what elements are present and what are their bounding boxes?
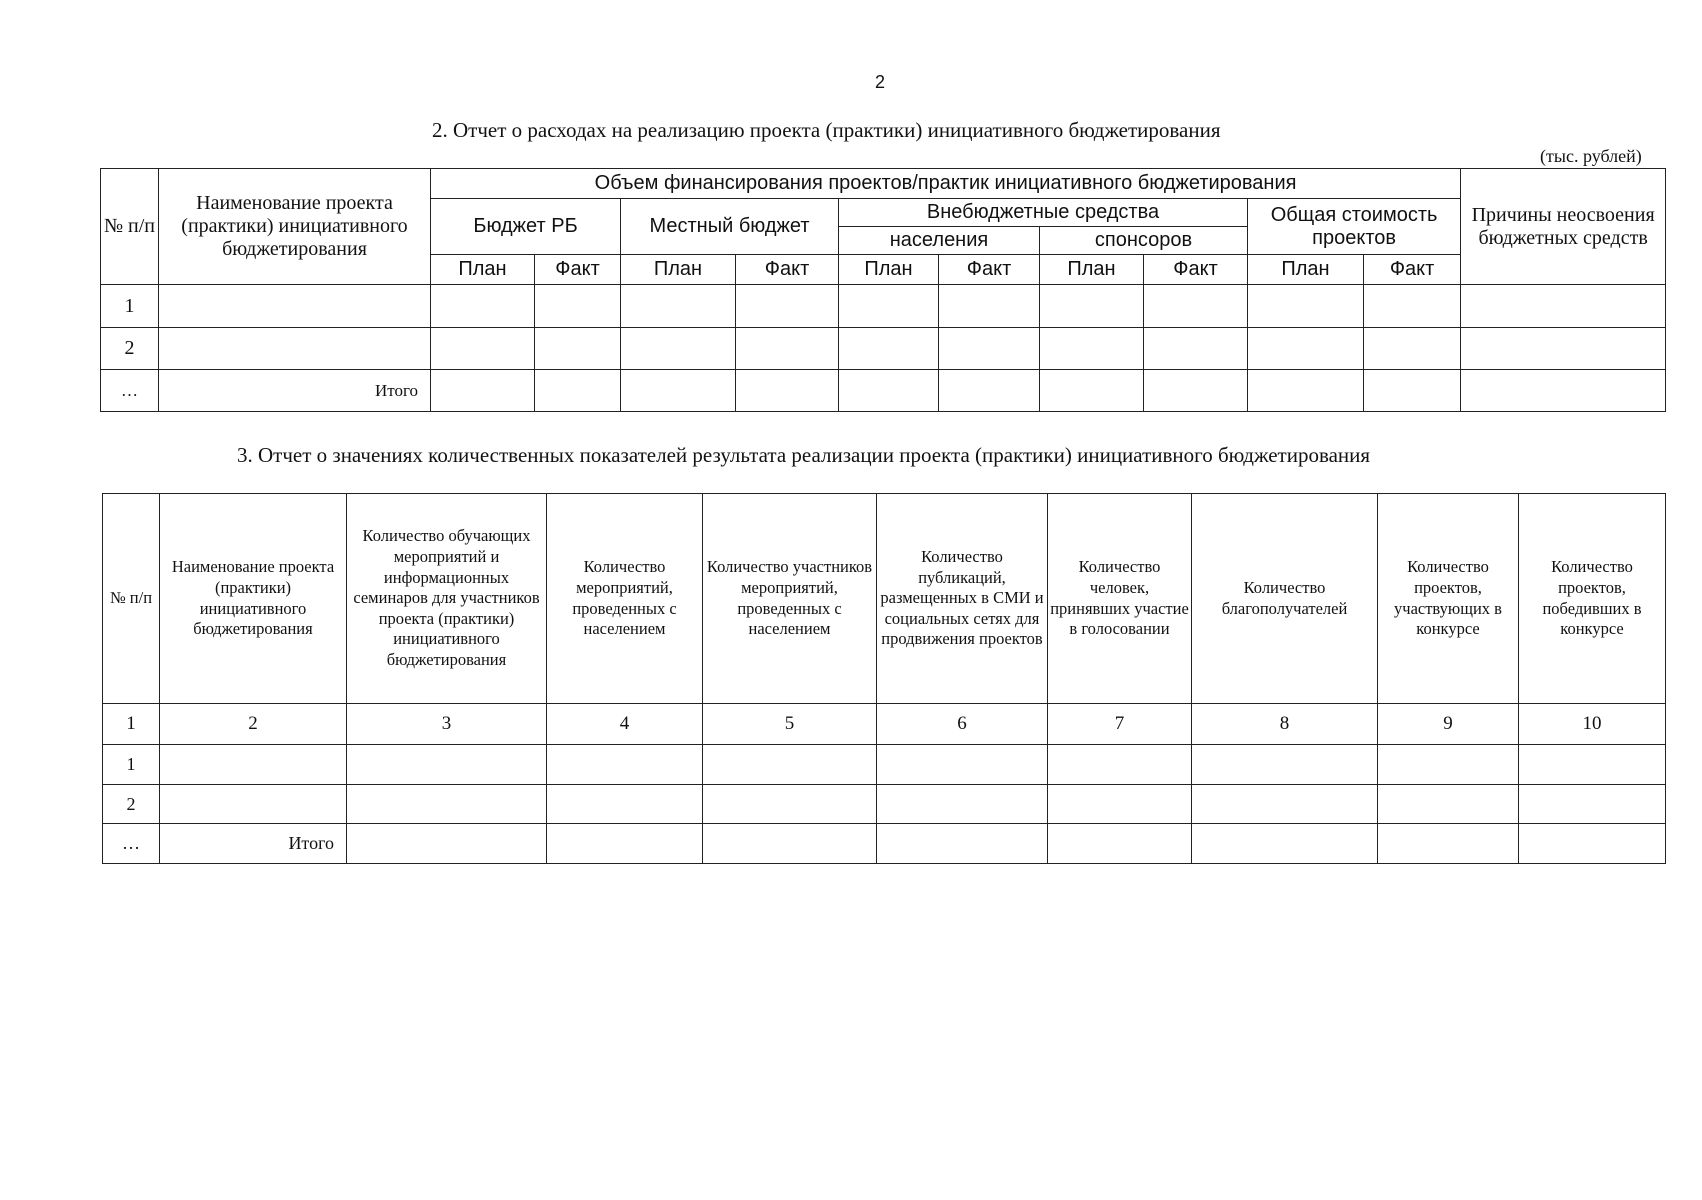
col-number: 5	[703, 704, 877, 745]
header-plan: План	[1040, 255, 1144, 285]
cell	[939, 328, 1040, 370]
col-header: Наименование проекта (практики) инициативного бюджетирования	[160, 494, 347, 704]
cell	[1378, 785, 1519, 824]
col-header: Количество участников мероприятий, проведенных с населением	[703, 494, 877, 704]
row-num: 1	[103, 745, 160, 785]
cell	[1364, 370, 1461, 412]
cell	[431, 328, 535, 370]
row-name	[160, 745, 347, 785]
table-row-total	[103, 824, 1666, 864]
cell	[1461, 370, 1666, 412]
cell	[939, 370, 1040, 412]
table-row	[101, 328, 1666, 370]
col-header: Количество проектов, победивших в конкурсе	[1519, 494, 1666, 704]
header-budget-rb: Бюджет РБ	[431, 199, 621, 255]
row-name	[160, 785, 347, 824]
cell	[1364, 328, 1461, 370]
col-number: 1	[103, 704, 160, 745]
row-num: 1	[101, 285, 159, 328]
unit-label: (тыс. рублей)	[1540, 146, 1642, 166]
header-plan: План	[1248, 255, 1364, 285]
header-sponsors: спонсоров	[1040, 227, 1248, 255]
cell	[839, 285, 939, 328]
cell	[703, 824, 877, 864]
header-fact: Факт	[1364, 255, 1461, 285]
header-reasons: Причины неосвоения бюджетных средств	[1461, 169, 1666, 285]
col-number: 7	[1048, 704, 1192, 745]
cell	[1040, 328, 1144, 370]
row-num: 2	[103, 785, 160, 824]
column-number-row	[103, 704, 1666, 745]
header-population: населения	[839, 227, 1040, 255]
row-num: 2	[101, 328, 159, 370]
cell	[1378, 745, 1519, 785]
row-name	[159, 285, 431, 328]
cell	[621, 285, 736, 328]
cell	[347, 824, 547, 864]
col-header: Количество благополучателей	[1192, 494, 1378, 704]
row-name	[159, 328, 431, 370]
header-fact: Факт	[736, 255, 839, 285]
cell	[547, 745, 703, 785]
cell	[1248, 285, 1364, 328]
expenses-table	[100, 168, 1666, 412]
header-fact: Факт	[939, 255, 1040, 285]
col-header: № п/п	[103, 494, 160, 704]
table-row	[103, 785, 1666, 824]
header-project-name: Наименование проекта (практики) инициативного бюджетирования	[159, 169, 431, 285]
cell	[839, 370, 939, 412]
cell	[703, 745, 877, 785]
cell	[1519, 824, 1666, 864]
cell	[877, 785, 1048, 824]
cell	[1519, 745, 1666, 785]
page-number: 2	[874, 72, 885, 92]
cell	[1144, 285, 1248, 328]
cell	[535, 370, 621, 412]
col-header: Количество проектов, участвующих в конкурсе	[1378, 494, 1519, 704]
cell	[535, 328, 621, 370]
cell	[431, 370, 535, 412]
header-plan: План	[431, 255, 535, 285]
cell	[1040, 370, 1144, 412]
header-row	[103, 494, 1666, 704]
table-row	[103, 745, 1666, 785]
cell	[703, 785, 877, 824]
cell	[1048, 785, 1192, 824]
section3-title: 3. Отчет о значениях количественных показателей результата реализации проекта (практики) инициативного бюджетирования	[237, 443, 1371, 467]
table-row-total	[101, 370, 1666, 412]
cell	[431, 285, 535, 328]
col-number: 4	[547, 704, 703, 745]
table-row	[101, 285, 1666, 328]
col-header: Количество человек, принявших участие в голосовании	[1048, 494, 1192, 704]
cell	[1192, 785, 1378, 824]
header-local-budget: Местный бюджет	[621, 199, 839, 255]
cell	[1040, 285, 1144, 328]
cell	[1048, 824, 1192, 864]
cell	[547, 785, 703, 824]
row-num: …	[103, 824, 160, 864]
header-num: № п/п	[101, 169, 159, 285]
cell	[347, 745, 547, 785]
cell	[939, 285, 1040, 328]
header-fact: Факт	[1144, 255, 1248, 285]
col-header: Количество мероприятий, проведенных с населением	[547, 494, 703, 704]
cell	[621, 328, 736, 370]
cell	[736, 285, 839, 328]
col-header: Количество обучающих мероприятий и информационных семинаров для участников проекта (практики) инициативного бюджетирования	[347, 494, 547, 704]
header-extrabudget: Внебюджетные средства	[839, 199, 1248, 227]
col-header: Количество публикаций, размещенных в СМИ и социальных сетях для продвижения проектов	[877, 494, 1048, 704]
cell	[839, 328, 939, 370]
cell	[1461, 328, 1666, 370]
row-total-label: Итого	[160, 824, 347, 864]
cell	[1519, 785, 1666, 824]
cell	[1364, 285, 1461, 328]
header-fact: Факт	[535, 255, 621, 285]
header-plan: План	[621, 255, 736, 285]
cell	[736, 370, 839, 412]
col-number: 9	[1378, 704, 1519, 745]
col-number: 10	[1519, 704, 1666, 745]
cell	[1248, 370, 1364, 412]
col-number: 3	[347, 704, 547, 745]
cell	[1144, 328, 1248, 370]
cell	[877, 824, 1048, 864]
header-financing-volume: Объем финансирования проектов/практик инициативного бюджетирования	[431, 169, 1461, 199]
cell	[1461, 285, 1666, 328]
cell	[1048, 745, 1192, 785]
header-plan: План	[839, 255, 939, 285]
cell	[547, 824, 703, 864]
cell	[1378, 824, 1519, 864]
col-number: 6	[877, 704, 1048, 745]
row-total-label: Итого	[159, 370, 431, 412]
cell	[1248, 328, 1364, 370]
cell	[535, 285, 621, 328]
cell	[347, 785, 547, 824]
col-number: 8	[1192, 704, 1378, 745]
cell	[1192, 745, 1378, 785]
cell	[877, 745, 1048, 785]
cell	[621, 370, 736, 412]
col-number: 2	[160, 704, 347, 745]
cell	[1144, 370, 1248, 412]
indicators-table	[102, 493, 1666, 864]
row-num: …	[101, 370, 159, 412]
cell	[736, 328, 839, 370]
header-total-cost: Общая стоимость проектов	[1248, 199, 1461, 255]
section2-title: 2. Отчет о расходах на реализацию проекта (практики) инициативного бюджетирования	[432, 118, 1221, 142]
cell	[1192, 824, 1378, 864]
